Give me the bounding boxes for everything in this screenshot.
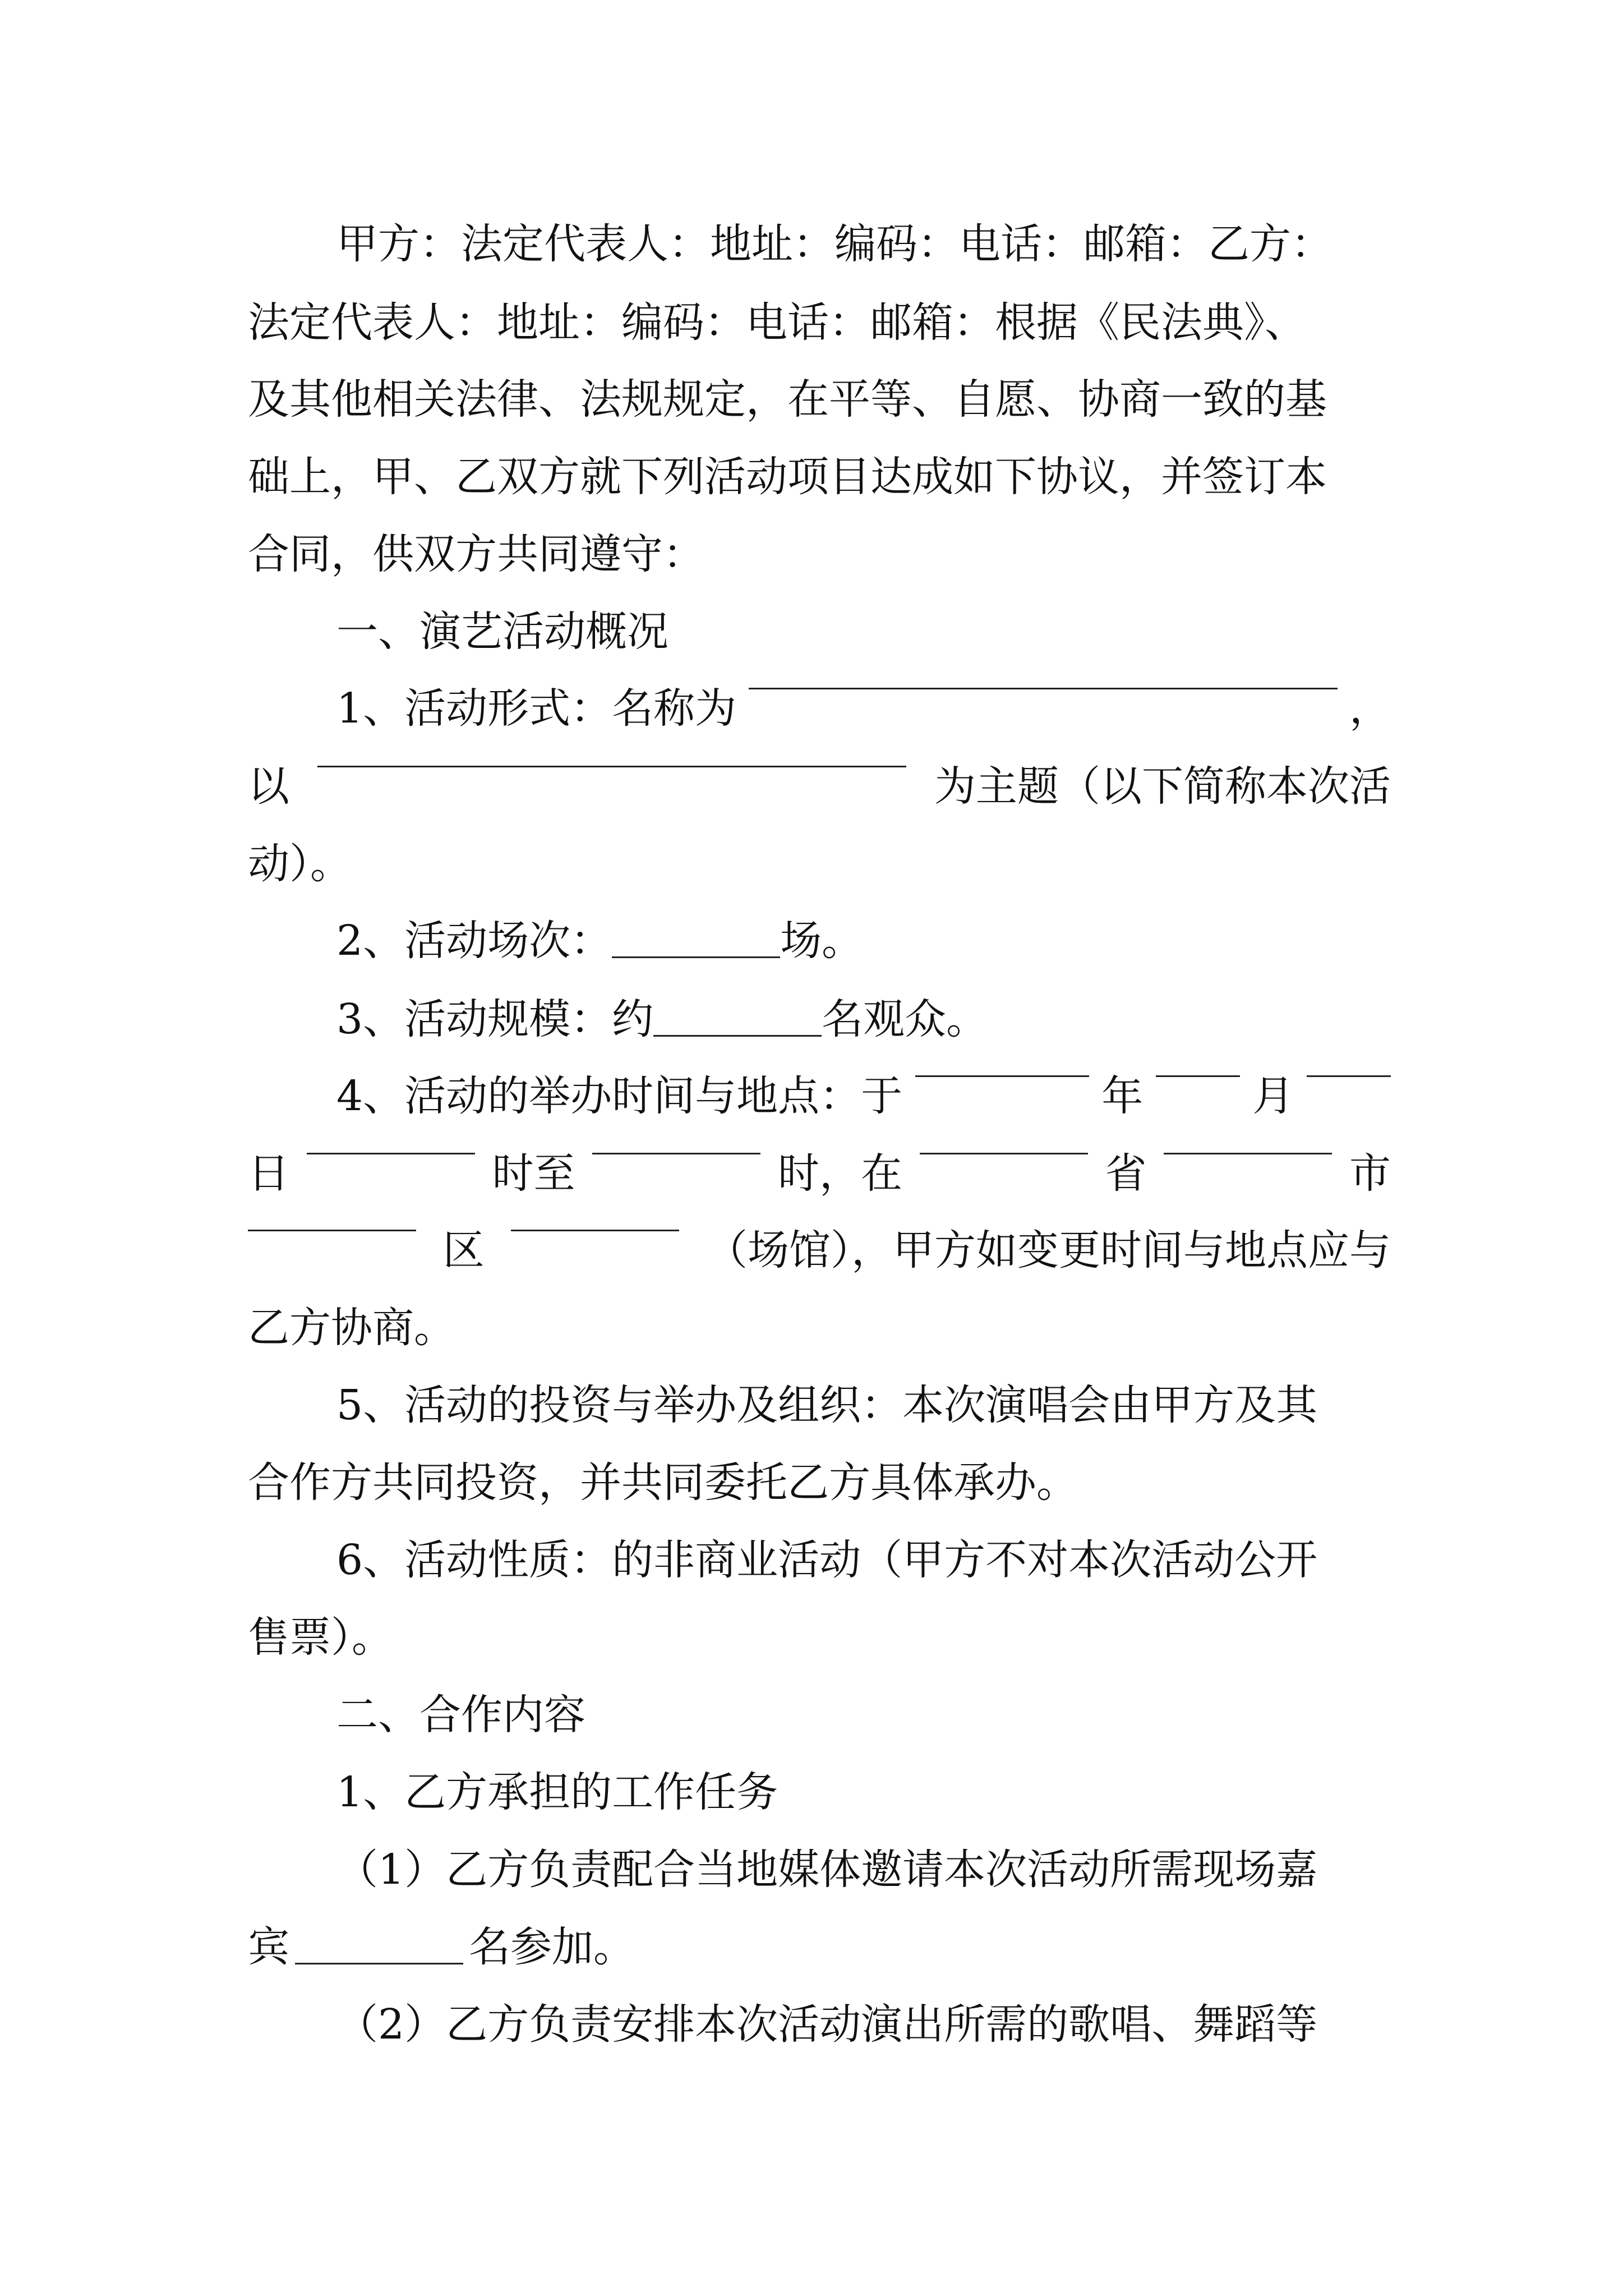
line-text: 4、活动的举办时间与地点：于: [336, 1072, 903, 1120]
item-line: [248, 1149, 1391, 1198]
fill-blank: [307, 1153, 475, 1154]
item-line: [248, 762, 1391, 811]
paragraph-line: 础上，甲、乙双方就下列活动项目达成如下协议，并签订本: [248, 453, 1327, 501]
line-text: 以: [248, 762, 289, 811]
line-text: 年: [1101, 1072, 1144, 1120]
line-text: 市: [1349, 1149, 1391, 1198]
item-line: 动）。: [248, 840, 352, 888]
item-line: [248, 1226, 1391, 1274]
line-text: 时，在: [778, 1149, 902, 1198]
fill-blank: [248, 1230, 416, 1231]
section-heading: 二、合作内容: [336, 1691, 585, 1739]
line-text: 时至: [492, 1149, 575, 1198]
line-text: 3、活动规模：约: [336, 995, 654, 1043]
fill-blank: [592, 1153, 760, 1154]
line-text: 2、活动场次：: [336, 917, 612, 965]
line-text: 区: [442, 1226, 485, 1274]
paragraph-line: 合同，供双方共同遵守：: [248, 530, 704, 578]
item-line: 合作方共同投资，并共同委托乙方具体承办。: [248, 1458, 1078, 1507]
line-text: ，: [1349, 684, 1391, 733]
section-heading: 一、演艺活动概况: [336, 608, 668, 656]
item-line: 1、乙方承担的工作任务: [336, 1768, 778, 1816]
item-line: （2）乙方负责安排本次活动演出所需的歌唱、舞蹈等: [336, 2000, 1318, 2049]
line-text: 月: [1252, 1072, 1294, 1120]
item-line: 6、活动性质：的非商业活动（甲方不对本次活动公开: [336, 1536, 1318, 1584]
fill-blank: [749, 688, 1338, 689]
item-line: [336, 684, 1391, 733]
line-text: 名参加。: [469, 1923, 635, 1971]
fill-blank: [653, 1035, 822, 1037]
line-text: 场。: [780, 917, 864, 965]
fill-blank: [915, 1075, 1089, 1077]
line-text: 1、活动形式：名称为: [336, 684, 737, 733]
paragraph-line: 甲方：法定代表人：地址：编码：电话：邮箱：乙方：: [336, 220, 1332, 268]
paragraph-line: 及其他相关法律、法规规定，在平等、自愿、协商一致的基: [248, 375, 1327, 424]
fill-blank: [1156, 1075, 1240, 1077]
item-line: [248, 1923, 635, 1971]
item-line: 售票）。: [248, 1613, 393, 1662]
line-text: 省: [1105, 1149, 1147, 1198]
item-line: [336, 917, 864, 965]
fill-blank: [920, 1153, 1088, 1154]
fill-blank: [612, 956, 780, 958]
line-text: 宾: [248, 1923, 289, 1971]
fill-blank: [1307, 1075, 1391, 1077]
line-text: 为主题（以下简称本次活: [934, 762, 1391, 811]
item-line: 乙方协商。: [248, 1304, 455, 1352]
fill-blank: [295, 1963, 463, 1964]
paragraph-line: 法定代表人：地址：编码：电话：邮箱：根据《民法典》、: [248, 298, 1306, 347]
fill-blank: [317, 766, 906, 767]
item-line: 5、活动的投资与举办及组织：本次演唱会由甲方及其: [336, 1381, 1318, 1429]
line-text: 日: [248, 1149, 289, 1198]
fill-blank: [511, 1230, 679, 1231]
line-text: （场馆），甲方如变更时间与地点应与: [706, 1226, 1391, 1274]
item-line: （1）乙方负责配合当地媒体邀请本次活动所需现场嘉: [336, 1846, 1318, 1894]
line-text: 名观众。: [822, 995, 988, 1043]
item-line: [336, 1072, 1391, 1120]
fill-blank: [1164, 1153, 1332, 1154]
item-line: [336, 995, 988, 1043]
